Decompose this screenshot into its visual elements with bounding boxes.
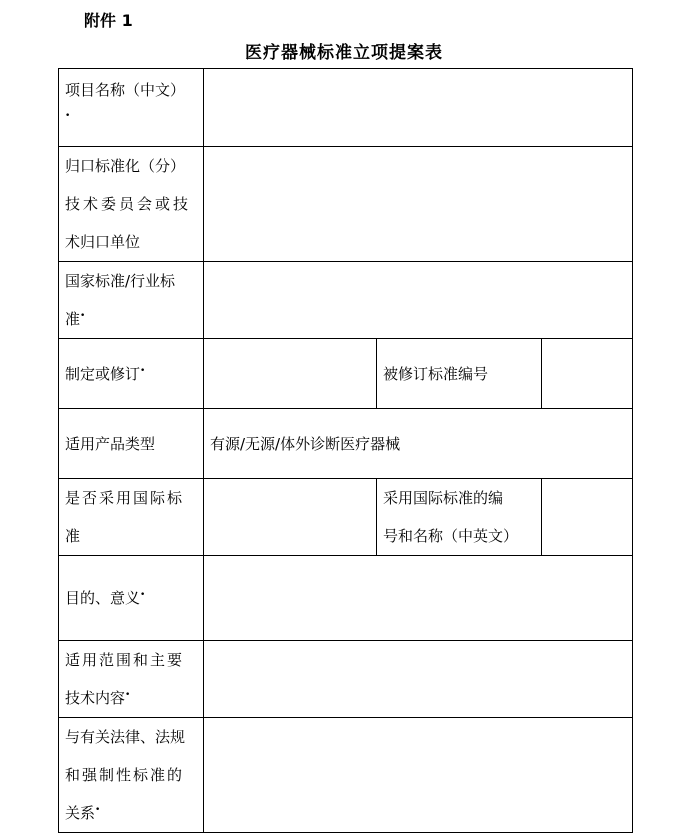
required-mark: •	[65, 111, 71, 121]
label-committee-line3: 术归口单位	[65, 233, 141, 251]
label-international-standard-line2: 号和名称（中英文）	[383, 527, 519, 545]
row-relation	[59, 718, 633, 833]
label-relation-line1: 与有关法律、法规	[65, 728, 186, 746]
row-international	[59, 479, 633, 556]
field-standard-type[interactable]	[204, 262, 633, 339]
label-international-standard-line1: 采用国际标准的编	[383, 489, 504, 507]
field-scope[interactable]	[204, 641, 633, 718]
required-mark: •	[95, 805, 101, 815]
field-revised-standard-no[interactable]	[542, 339, 633, 409]
row-committee	[59, 147, 633, 262]
label-international	[59, 479, 204, 556]
field-international[interactable]	[204, 479, 377, 556]
label-scope-line2: 技术内容	[65, 689, 126, 707]
label-international-line1: 是否采用国际标	[65, 489, 185, 507]
form-title: 医疗器械标准立项提案表	[245, 43, 443, 63]
row-revise	[59, 339, 633, 409]
label-standard-type-line2: 准	[65, 310, 81, 328]
proposal-form-table	[58, 68, 633, 833]
field-committee[interactable]	[204, 147, 633, 262]
field-purpose[interactable]	[204, 556, 633, 641]
attachment-label: 附件 1	[84, 11, 133, 30]
row-product-type	[59, 409, 633, 479]
label-standard-type-line1: 国家标准/行业标	[65, 272, 176, 290]
field-product-type[interactable]: 有源/无源/体外诊断医疗器械	[204, 409, 633, 479]
label-committee-line1: 归口标准化（分）	[65, 157, 186, 175]
required-mark: •	[140, 590, 146, 600]
required-mark: •	[140, 365, 146, 376]
label-project-name-line1: 项目名称（中文）	[65, 81, 186, 99]
label-relation	[59, 718, 204, 833]
label-standard-type	[59, 262, 204, 339]
row-scope	[59, 641, 633, 718]
label-purpose-text: 目的、意义	[65, 589, 141, 607]
field-revise[interactable]	[204, 339, 377, 409]
required-mark: •	[125, 690, 131, 700]
label-scope-line1: 适用范围和主要	[65, 651, 185, 669]
label-scope	[59, 641, 204, 718]
label-international-standard	[377, 479, 542, 556]
field-relation[interactable]	[204, 718, 633, 833]
label-committee-line2: 技术委员会或技	[65, 195, 192, 213]
label-revise-text: 制定或修订	[65, 364, 141, 383]
row-project-name	[59, 69, 633, 147]
field-project-name[interactable]	[204, 69, 633, 147]
label-project-name	[59, 69, 204, 147]
label-revised-standard-no: 被修订标准编号	[377, 339, 542, 409]
label-international-line2: 准	[65, 527, 81, 545]
label-committee	[59, 147, 204, 262]
row-purpose	[59, 556, 633, 641]
label-relation-line2: 和强制性标准的	[65, 766, 185, 784]
field-international-standard[interactable]	[542, 479, 633, 556]
label-relation-line3: 关系	[65, 804, 96, 822]
label-product-type: 适用产品类型	[59, 409, 204, 479]
label-revise	[59, 339, 204, 409]
required-mark: •	[80, 311, 86, 321]
row-standard-type	[59, 262, 633, 339]
label-purpose	[59, 556, 204, 641]
